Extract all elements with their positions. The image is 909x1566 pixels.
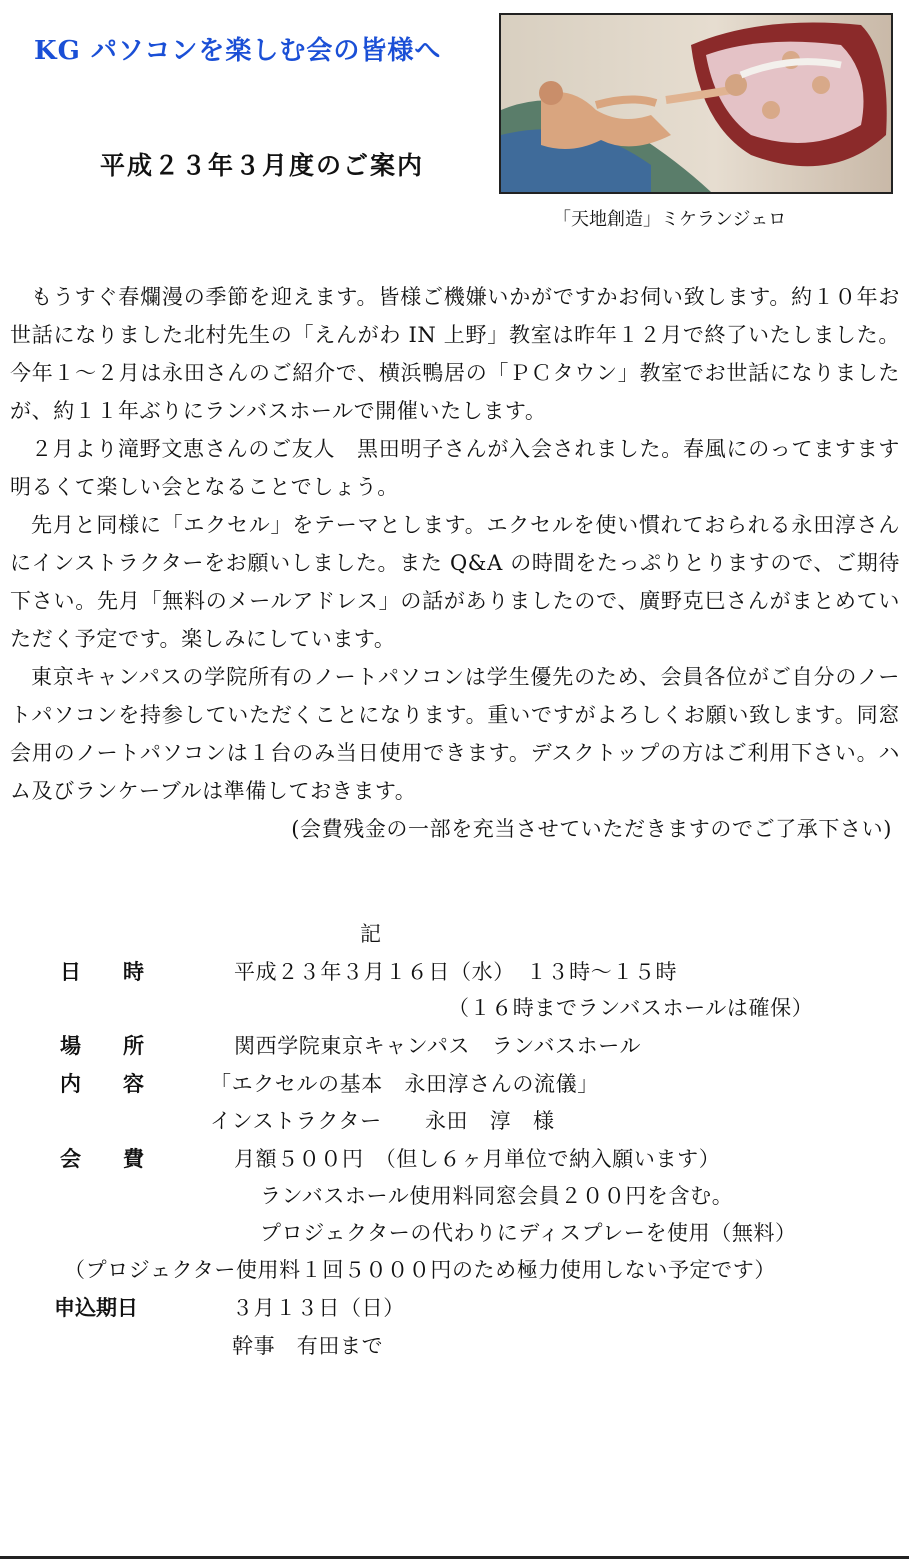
deadline-value: ３月１３日（日） — [232, 1296, 405, 1320]
fee-note-2: プロジェクターの代わりにディスプレーを使用（無料） — [260, 1221, 797, 1245]
page-subtitle: 平成２３年３月度のご案内 — [100, 151, 425, 180]
fee-label: 会 費 — [60, 1146, 144, 1171]
content-label: 内 容 — [60, 1071, 144, 1096]
date-label: 日 時 — [60, 959, 144, 984]
deadline-label: 申込期日 — [54, 1295, 138, 1320]
instructor-line: インストラクター 永田 淳 様 — [210, 1109, 555, 1133]
paragraph-note: (会費残金の一部を充当させていただきますのでご了承下さい) — [291, 817, 892, 841]
painting-image — [499, 13, 893, 194]
paragraph-theme: 先月と同様に「エクセル」をテーマとします。エクセルを使い慣れておられる永田淳さんにインストラクターをお願いしました。また Q&A の時間をたっぷりとりますので、ご期待下さい。先月「無料のメールアドレス」の話がありましたので、廣野克巳さんがまとめていただく予定です。楽しみにしています。 — [10, 513, 900, 651]
date-value: 平成２３年３月１６日（水） １３時～１５時 — [234, 960, 678, 984]
date-note: （１６時までランバスホールは確保） — [448, 996, 814, 1020]
paragraph-new-member: ２月より滝野文恵さんのご友人 黒田明子さんが入会されました。春風にのってますます明るくて楽しい会となることでしょう。 — [10, 437, 900, 499]
letter-body — [10, 278, 900, 848]
bottom-divider — [0, 1556, 909, 1559]
place-value: 関西学院東京キャンパス ランバスホール — [234, 1034, 642, 1058]
fee-note-3: （プロジェクター使用料１回５０００円のため極力使用しない予定です） — [64, 1258, 776, 1282]
ki-heading: 記 — [360, 922, 381, 946]
content-value: 「エクセルの基本 永田淳さんの流儀」 — [210, 1072, 599, 1096]
paragraph-laptops: 東京キャンパスの学院所有のノートパソコンは学生優先のため、会員各位がご自分のノートパソコンを持参していただくことになります。重いですがよろしくお願い致します。同窓会用のノートパソコンは１台のみ当日使用できます。デスクトップの方はご利用下さい。ハム及びランケーブルは準備しておきます。 — [10, 665, 900, 803]
contact-line: 幹事 有田まで — [232, 1334, 384, 1358]
greeting-heading: KG パソコンを楽しむ会の皆様へ — [34, 36, 442, 66]
fee-value: 月額５００円 （但し６ヶ月単位で納入願います） — [234, 1147, 721, 1171]
place-label: 場 所 — [60, 1033, 144, 1058]
fee-note-1: ランバスホール使用料同窓会員２００円を含む。 — [260, 1184, 734, 1208]
image-caption: 「天地創造」ミケランジェロ — [553, 209, 787, 230]
paragraph-opening: もうすぐ春爛漫の季節を迎えます。皆様ご機嫌いかがですかお伺い致します。約１０年お世話になりました北村先生の「えんがわ IN 上野」教室は昨年１２月で終了いたしました。今年１～２月は永田さんのご紹介で、横浜鴨居の「ＰＣタウン」教室でお世話になりましたが、約１１年ぶりにランバスホールで開催いたします。 — [10, 285, 900, 423]
